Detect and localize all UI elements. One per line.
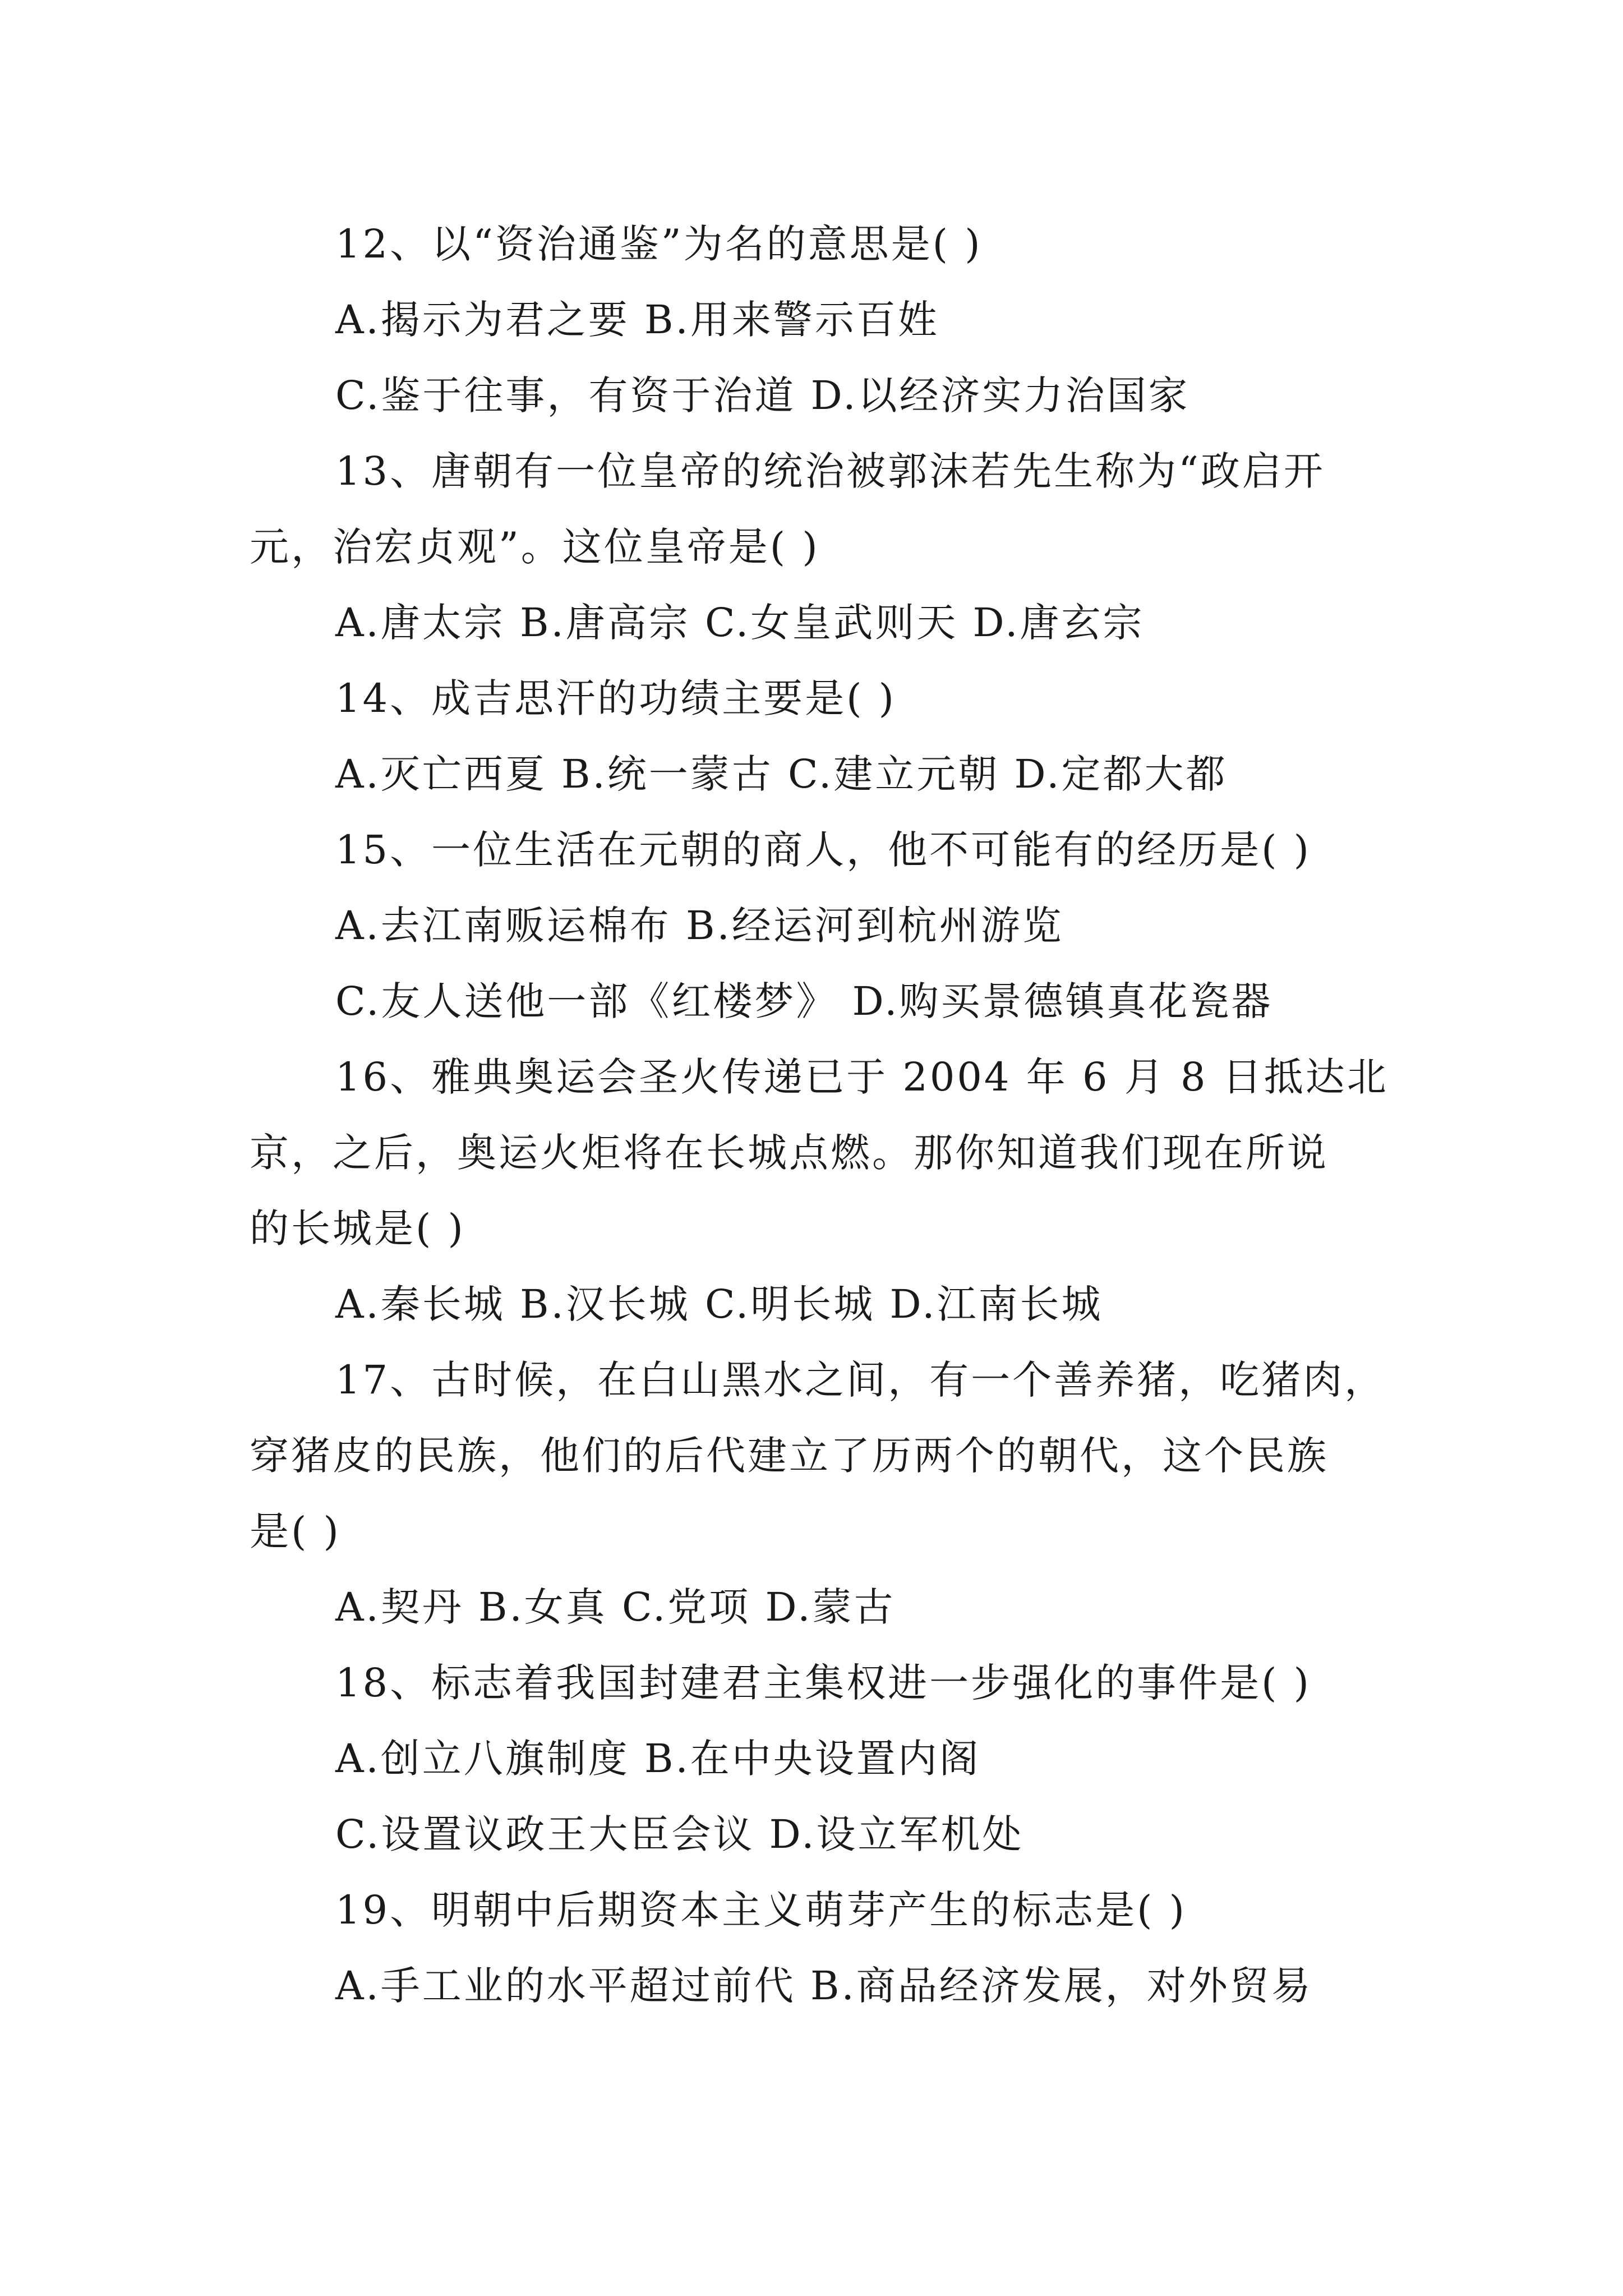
- q12-stem: 12、以“资治通鉴”为名的意思是( ): [335, 221, 983, 267]
- q14-stem: 14、成吉思汗的功绩主要是( ): [335, 675, 896, 721]
- q17-options: A.契丹 B.女真 C.党项 D.蒙古: [335, 1584, 896, 1630]
- q15-options-cd: C.友人送他一部《红楼梦》 D.购买景德镇真花瓷器: [335, 978, 1273, 1024]
- q12-options-cd: C.鉴于往事，有资于治道 D.以经济实力治国家: [335, 372, 1190, 418]
- q13-stem-cont: 元，治宏贞观”。这位皇帝是( ): [250, 524, 820, 570]
- q17-stem-end: 是( ): [250, 1508, 341, 1554]
- q19-options-ab: A.手工业的水平超过前代 B.商品经济发展，对外贸易: [335, 1963, 1313, 2009]
- q19-stem: 19、明朝中后期资本主义萌芽产生的标志是( ): [335, 1887, 1187, 1933]
- q18-stem: 18、标志着我国封建君主集权进一步强化的事件是( ): [335, 1660, 1311, 1706]
- q16-stem-cont: 京，之后，奥运火炬将在长城点燃。那你知道我们现在所说: [250, 1130, 1329, 1176]
- q15-options-ab: A.去江南贩运棉布 B.经运河到杭州游览: [335, 903, 1064, 949]
- q18-options-cd: C.设置议政王大臣会议 D.设立军机处: [335, 1811, 1024, 1857]
- q15-stem: 15、一位生活在元朝的商人，他不可能有的经历是( ): [335, 827, 1311, 873]
- q16-options: A.秦长城 B.汉长城 C.明长城 D.江南长城: [335, 1281, 1103, 1327]
- q12-options-ab: A.揭示为君之要 B.用来警示百姓: [335, 297, 939, 343]
- q18-options-ab: A.创立八旗制度 B.在中央设置内阁: [335, 1736, 981, 1782]
- q16-stem-end: 的长城是( ): [250, 1205, 465, 1251]
- q16-stem: 16、雅典奥运会圣火传递已于 2004 年 6 月 8 日抵达北: [335, 1054, 1389, 1100]
- q17-stem-cont: 穿猪皮的民族，他们的后代建立了历两个的朝代，这个民族: [250, 1433, 1329, 1479]
- q17-stem: 17、古时候，在白山黑水之间，有一个善养猪，吃猪肉，: [335, 1357, 1386, 1403]
- q13-stem: 13、唐朝有一位皇帝的统治被郭沫若先生称为“政启开: [335, 448, 1325, 494]
- q13-options: A.唐太宗 B.唐高宗 C.女皇武则天 D.唐玄宗: [335, 600, 1145, 646]
- q14-options: A.灭亡西夏 B.统一蒙古 C.建立元朝 D.定都大都: [335, 751, 1228, 797]
